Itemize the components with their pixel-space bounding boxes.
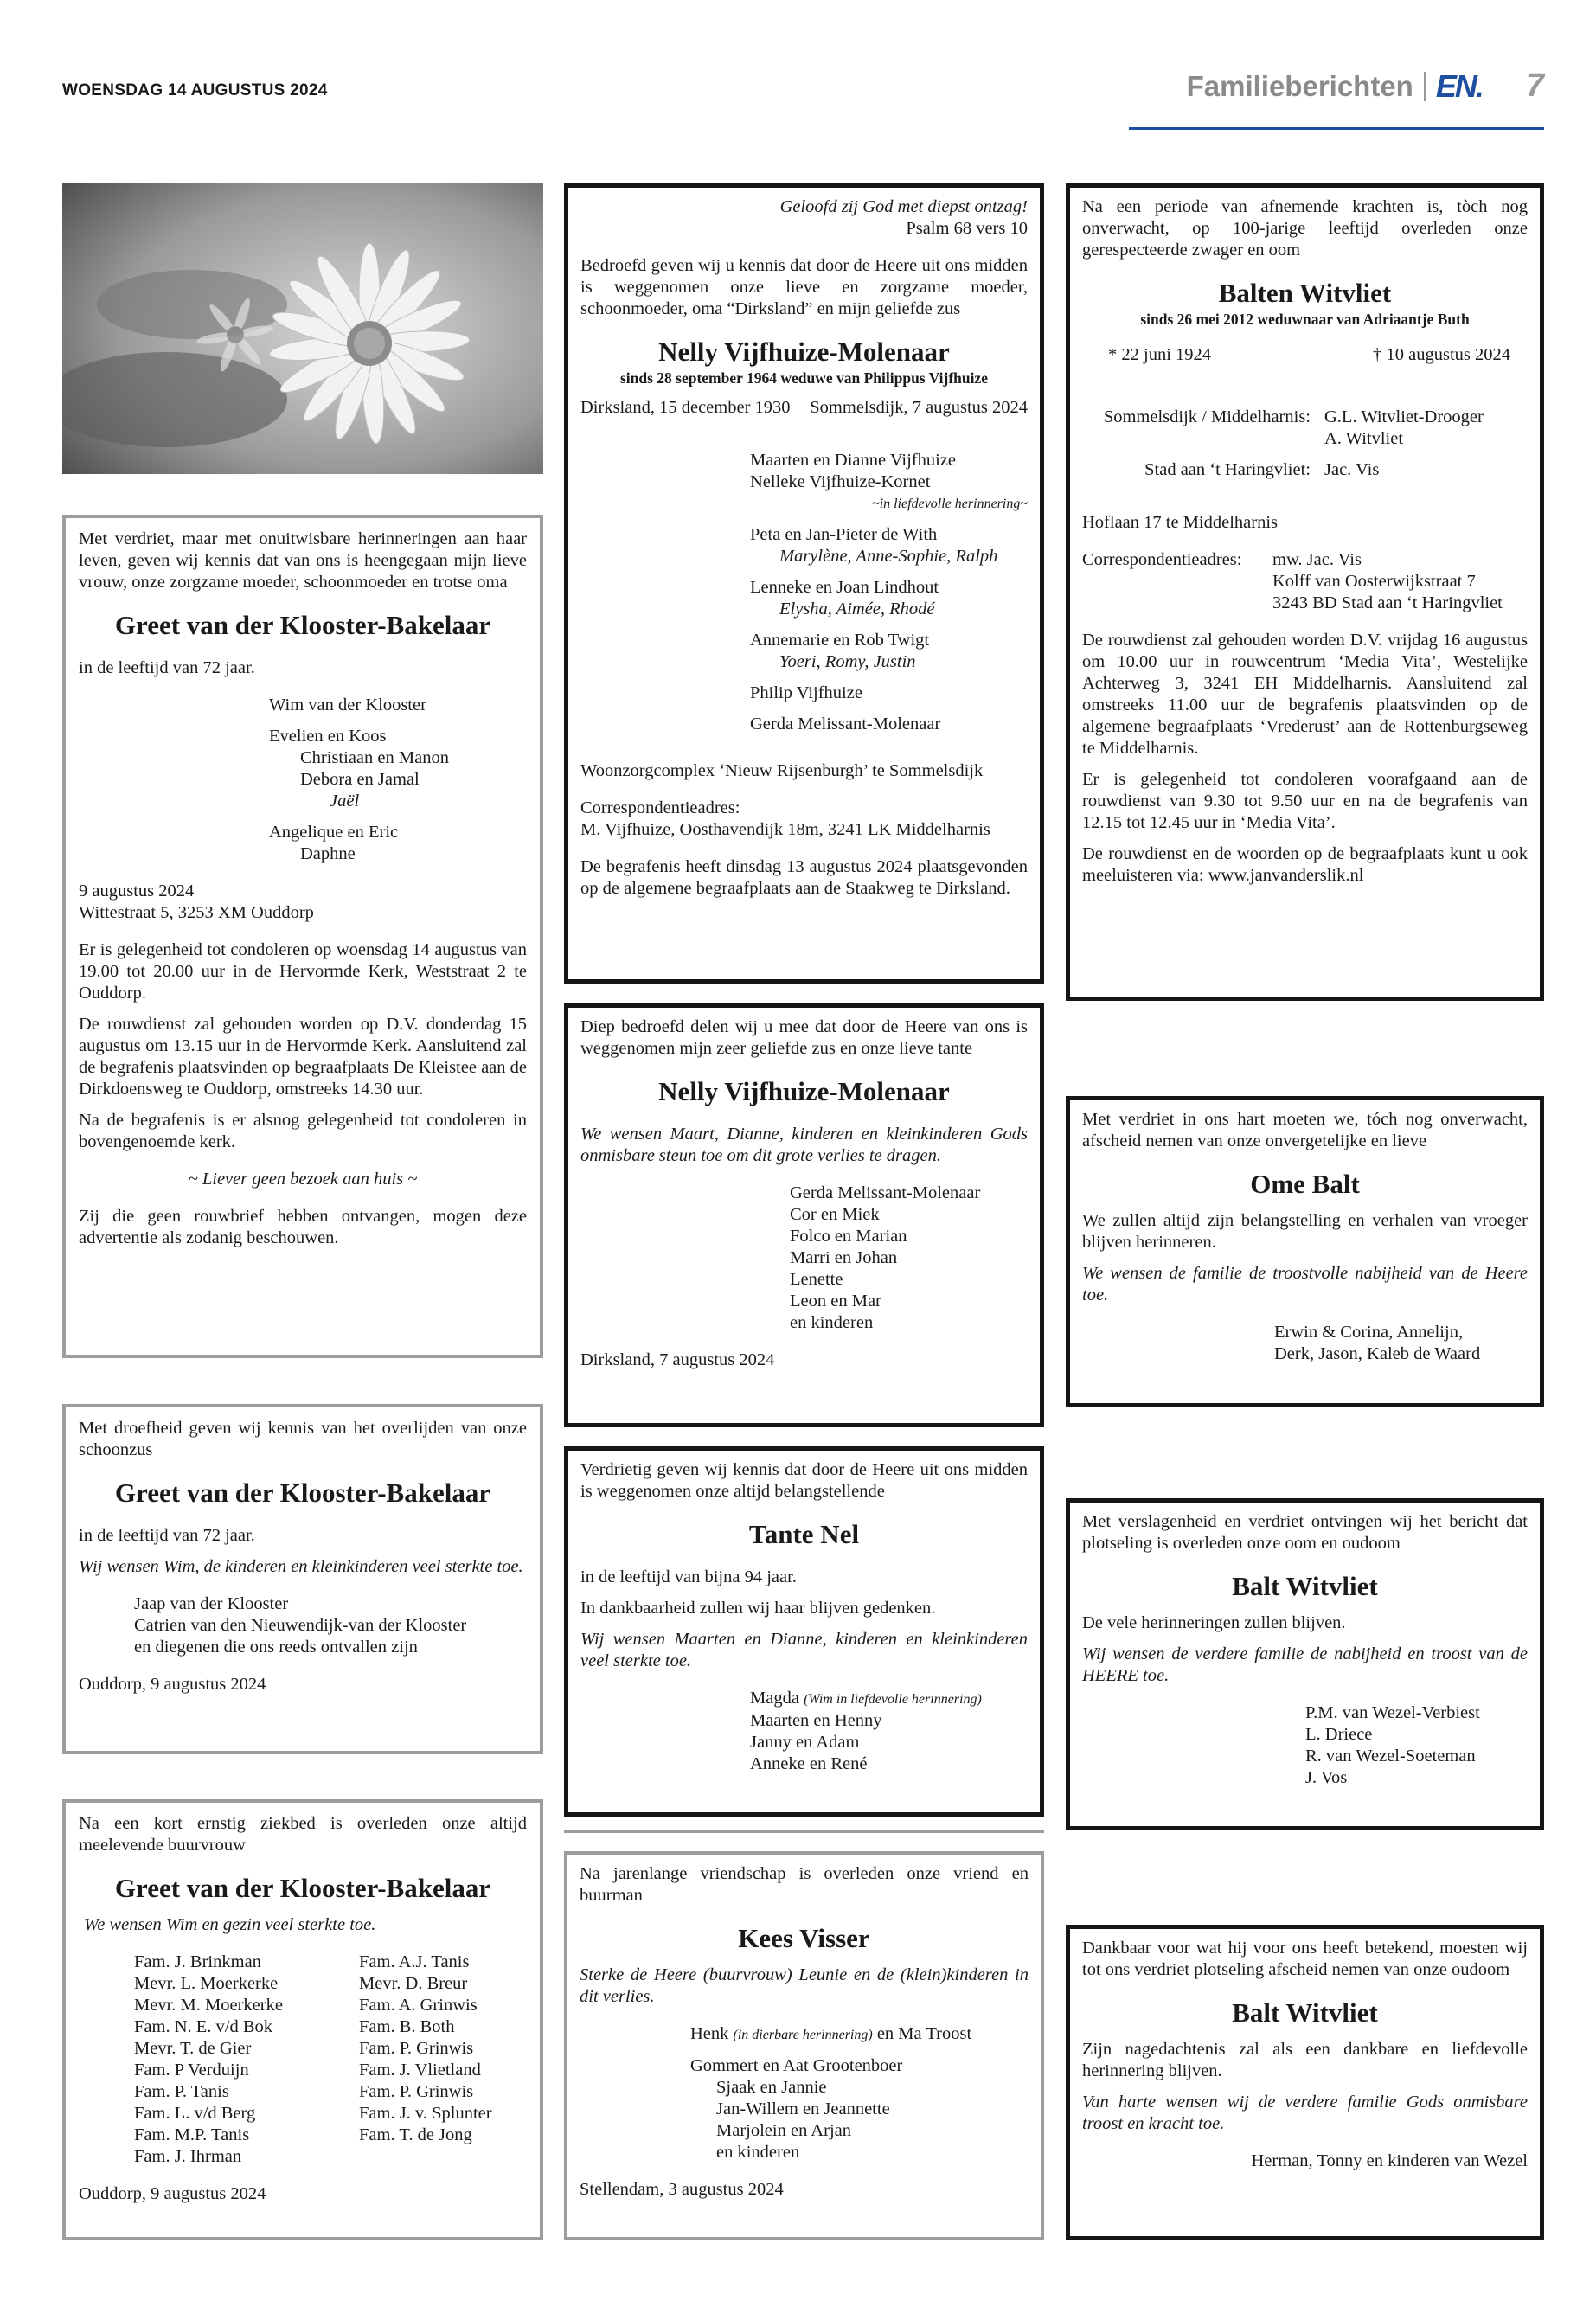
signer: Catrien van den Nieuwendijk-van der Klooster <box>134 1616 467 1635</box>
signer: en kinderen <box>716 2143 800 2162</box>
signer: Mevr. D. Breur <box>359 1974 468 1993</box>
home-address: Hoflaan 17 te Middelharnis <box>1082 513 1279 532</box>
death-date: Sommelsdijk, 7 augustus 2024 <box>810 398 1028 417</box>
family-name: Nelleke Vijfhuize-Kornet <box>750 472 931 491</box>
signer: Cor en Miek <box>790 1205 880 1224</box>
family-name: Christiaan en Manon <box>300 748 449 767</box>
notice-intro: Na jarenlange vriendschap is overleden onze vriend en buurman <box>580 1864 1029 1905</box>
age-line: in de leeftijd van 72 jaar. <box>79 658 255 677</box>
notice-paragraph: De rouwdienst zal gehouden worden op D.V. donderdag 15 augustus om 13.15 uur in de Hervormde Kerk. Aansluitend zal de begrafenis plaatsvinden op begraafplaats De Kleistee aan de Dirkdoensweg te Ouddorp, omstreeks 14.30 uur. <box>79 1015 527 1099</box>
family-name: Wim van der Klooster <box>269 695 426 715</box>
signer: Herman, Tonny en kinderen van Wezel <box>1251 2151 1528 2170</box>
notice-wish: We wensen Maart, Dianne, kinderen en kleinkinderen Gods onmisbare steun toe om dit grote verlies te dragen. <box>580 1125 1028 1165</box>
correspondence-label: Correspondentieadres: <box>580 798 740 817</box>
notice-balten-witvliet <box>1066 183 1544 1001</box>
correspondence-label: Correspondentieadres: <box>1082 550 1242 569</box>
family-name: Gerda Melissant-Molenaar <box>750 715 941 734</box>
notice-date: Dirksland, 7 augustus 2024 <box>580 1350 775 1369</box>
notice-greet-inlaws <box>62 1404 543 1754</box>
signer: Fam. L. v/d Berg <box>134 2104 256 2123</box>
notice-tante-nel <box>564 1446 1044 1817</box>
family-name: Debora en Jamal <box>300 770 420 789</box>
deceased-name: Ome Balt <box>1250 1169 1360 1199</box>
signer: P.M. van Wezel-Verbiest <box>1305 1703 1480 1722</box>
notice-balt-oom <box>1066 1498 1544 1830</box>
relatives: Jac. Vis <box>1324 460 1380 479</box>
notice-wish: Wij wensen Maarten en Dianne, kinderen en kleinkinderen veel sterkte toe. <box>580 1630 1028 1670</box>
signer: Mevr. T. de Gier <box>134 2039 252 2058</box>
notice-date: Stellendam, 3 augustus 2024 <box>580 2180 784 2199</box>
deceased-name: Greet van der Klooster-Bakelaar <box>114 610 491 640</box>
family-name: Maarten en Dianne Vijfhuize <box>750 451 957 470</box>
signer: Mevr. L. Moerkerke <box>134 1974 279 1993</box>
notice-wish: Wij wensen de verdere familie de nabijheid en troost van de HEERE toe. <box>1082 1644 1528 1685</box>
signer: Fam. P Verduijn <box>134 2061 249 2080</box>
signer: Magda (Wim in liefdevolle herinnering) <box>750 1689 982 1708</box>
notice-wish: We wensen Wim en gezin veel sterkte toe. <box>84 1915 376 1934</box>
signer: Lenette <box>790 1270 843 1289</box>
notice-nelly-family <box>564 183 1044 984</box>
family-name: Peta en Jan-Pieter de With <box>750 525 938 544</box>
notice-paragraph: De begrafenis heeft dinsdag 13 augustus 2024 plaatsgevonden op de algemene begraafplaats aan de Staakweg te Dirksland. <box>580 857 1028 898</box>
signers-column-1 <box>79 1952 359 2168</box>
signer: Fam. B. Both <box>359 2017 455 2036</box>
signer: Mevr. M. Moerkerke <box>134 1996 283 2015</box>
deceased-name: Balt Witvliet <box>1232 1997 1378 2028</box>
notice-intro: Met droefheid geven wij kennis van het overlijden van onze schoonzus <box>79 1419 527 1459</box>
notice-intro: Na een kort ernstig ziekbed is overleden onze altijd meelevende buurvrouw <box>79 1814 527 1855</box>
signer: Jaap van der Klooster <box>134 1594 289 1613</box>
deceased-name: Nelly Vijfhuize-Molenaar <box>658 1076 950 1106</box>
signer: Maarten en Henny <box>750 1711 882 1730</box>
column-divider <box>564 1830 1044 1833</box>
family-name: Marylène, Anne-Sophie, Ralph <box>779 547 998 566</box>
page-number: 7 <box>1525 67 1544 104</box>
signer: J. Vos <box>1305 1768 1348 1787</box>
deceased-name: Balt Witvliet <box>1232 1571 1378 1601</box>
signer: Derk, Jason, Kaleb de Waard <box>1274 1344 1481 1363</box>
deceased-name: Kees Visser <box>738 1923 870 1953</box>
signer: Henk (in dierbare herinnering) en Ma Troost <box>690 2024 972 2043</box>
notice-paragraph: Er is gelegenheid tot condoleren op woensdag 14 augustus van 19.00 tot 20.00 uur in de Hervormde Kerk, Weststraat 2 te Ouddorp. <box>79 940 527 1003</box>
notice-paragraph: Zijn nagedachtenis zal als een dankbare en liefdevolle herinnering blijven. <box>1082 2040 1528 2080</box>
notice-intro: Bedroefd geven wij u kennis dat door de Heere uit ons midden is weggenomen onze lieve en zorgzame moeder, schoonmoeder, oma “Dirksland” en mijn geliefde zus <box>580 256 1028 318</box>
signer: Gommert en Aat Grootenboer <box>690 2056 903 2075</box>
notice-date: 9 augustus 2024 <box>79 881 195 901</box>
notice-paragraph: ~ Liever geen bezoek aan huis ~ <box>188 1170 418 1189</box>
notice-intro: Dankbaar voor wat hij voor ons heeft betekend, moesten wij tot ons verdriet plotseling afscheid nemen van onze oudoom <box>1082 1939 1528 1979</box>
family-name: Philip Vijfhuize <box>750 683 862 702</box>
birth-date: Dirksland, 15 december 1930 <box>580 398 791 417</box>
notice-paragraph: De vele herinneringen zullen blijven. <box>1082 1613 1346 1632</box>
notice-wish: Sterke de Heere (buurvrouw) Leunie en de (klein)kinderen in dit verlies. <box>580 1965 1029 2006</box>
notice-paragraph: Zij die geen rouwbrief hebben ontvangen, mogen deze advertentie als zodanig beschouwen. <box>79 1207 527 1247</box>
signer: R. van Wezel-Soeteman <box>1305 1747 1476 1766</box>
notice-intro: Met verslagenheid en verdriet ontvingen wij het bericht dat plotseling is overleden onze oom en oudoom <box>1082 1512 1528 1553</box>
signer: Fam. J. Ihrman <box>134 2147 242 2166</box>
signer: Fam. N. E. v/d Bok <box>134 2017 273 2036</box>
notice-wish: We wensen de familie de troostvolle nabijheid van de Heere toe. <box>1082 1264 1528 1304</box>
correspondence-address: M. Vijfhuize, Oosthavendijk 18m, 3241 LK Middelharnis <box>580 820 990 839</box>
signer: Sjaak en Jannie <box>716 2078 827 2097</box>
notice-paragraph: De rouwdienst en de woorden op de begraafplaats kunt u ook meeluisteren via: www.janvanderslik.nl <box>1082 844 1528 885</box>
notice-paragraph: Er is gelegenheid tot condoleren voorafgaand aan de rouwdienst van 9.30 tot 9.50 uur en na de begrafenis van 12.15 tot 12.45 uur in ‘Media Vita’. <box>1082 770 1528 832</box>
widow-line: sinds 28 september 1964 weduwe van Philippus Vijfhuize <box>619 369 989 387</box>
notice-intro: Verdrietig geven wij kennis dat door de Heere uit ons midden is weggenomen onze altijd belangstellende <box>580 1460 1028 1501</box>
notice-address: Wittestraat 5, 3253 XM Ouddorp <box>79 903 314 922</box>
notice-nelly-sister <box>564 1003 1044 1427</box>
correspondence-address: mw. Jac. Vis Kolff van Oosterwijkstraat 7 3243 BD Stad aan ‘t Haringvliet <box>1272 550 1503 612</box>
deceased-name: Tante Nel <box>748 1519 860 1549</box>
notice-balt-oudoom <box>1066 1925 1544 2240</box>
notice-intro: Met verdriet, maar met onuitwisbare herinneringen aan haar leven, geven wij kennis dat van ons is heengegaan mijn lieve vrouw, onze zorgzame moeder, schoonmoeder en trotse oma <box>79 529 527 592</box>
family-name: Jaël <box>330 792 360 811</box>
family-name: Yoeri, Romy, Justin <box>779 652 916 671</box>
family-name: Elysha, Aimée, Rhodé <box>779 599 935 619</box>
notice-date: Ouddorp, 9 augustus 2024 <box>79 2184 266 2203</box>
deceased-name: Nelly Vijfhuize-Molenaar <box>658 336 950 367</box>
family-name: Annemarie en Rob Twigt <box>750 631 930 650</box>
signer: en kinderen <box>790 1313 874 1332</box>
death-date: † 10 augustus 2024 <box>1373 345 1510 364</box>
signer: Erwin & Corina, Annelijn, <box>1274 1323 1464 1342</box>
signer: Jan-Willem en Jeannette <box>716 2099 890 2118</box>
notice-greet-neighbours <box>62 1799 543 2240</box>
age-line: in de leeftijd van 72 jaar. <box>79 1526 255 1545</box>
family-name: Daphne <box>300 844 356 863</box>
deceased-name: Greet van der Klooster-Bakelaar <box>114 1873 491 1903</box>
signer: Fam. A. Grinwis <box>359 1996 478 2015</box>
notice-paragraph: We zullen altijd zijn belangstelling en verhalen van vroeger blijven herinneren. <box>1082 1211 1528 1252</box>
signer: en diegenen die ons reeds ontvallen zijn <box>134 1638 418 1657</box>
notice-wish: Van harte wensen wij de verdere familie Gods onmisbare troost en kracht toe. <box>1082 2093 1528 2133</box>
signer: Fam. T. de Jong <box>359 2125 472 2144</box>
signer: Folco en Marian <box>790 1227 907 1246</box>
daisy-photo <box>62 183 543 474</box>
signer: Fam. J. Vlietland <box>359 2061 481 2080</box>
signer: Gerda Melissant-Molenaar <box>790 1183 981 1202</box>
notice-greet-family <box>62 515 543 1358</box>
signer: Leon en Mar <box>790 1292 881 1311</box>
header-separator <box>1424 72 1426 101</box>
notice-date: Ouddorp, 9 augustus 2024 <box>79 1675 266 1694</box>
notice-intro: Diep bedroefd delen wij u mee dat door de Heere van ons is weggenomen mijn zeer geliefde zus en onze lieve tante <box>580 1017 1028 1058</box>
relatives: G.L. Witvliet-Drooger A. Witvliet <box>1324 407 1484 448</box>
signer: Marri en Johan <box>790 1248 898 1267</box>
signer: Fam. J. Brinkman <box>134 1952 261 1971</box>
deceased-name: Balten Witvliet <box>1218 278 1392 308</box>
residence-line: Woonzorgcomplex ‘Nieuw Rijsenburgh’ te Sommelsdijk <box>580 761 984 780</box>
signer: Fam. P. Grinwis <box>359 2082 474 2101</box>
family-name: ~in liefdevolle herinnering~ <box>872 497 1028 511</box>
notice-wish: Wij wensen Wim, de kinderen en kleinkinderen veel sterkte toe. <box>79 1557 523 1576</box>
deceased-name: Greet van der Klooster-Bakelaar <box>114 1477 491 1508</box>
signer: Fam. P. Tanis <box>134 2082 229 2101</box>
notice-ome-balt <box>1066 1096 1544 1407</box>
notice-kees-visser <box>564 1851 1044 2240</box>
age-line: in de leeftijd van bijna 94 jaar. <box>580 1567 797 1586</box>
location-label: Sommelsdijk / Middelharnis: <box>1103 407 1311 426</box>
widower-line: sinds 26 mei 2012 weduwnaar van Adriaantje Buth <box>1140 311 1470 328</box>
birth-date: * 22 juni 1924 <box>1108 345 1212 364</box>
family-name: Angelique en Eric <box>269 823 399 842</box>
newspaper-logo: EN. <box>1435 67 1483 104</box>
notice-paragraph: Na de begrafenis is er alsnog gelegenheid tot condoleren in bovengenoemde kerk. <box>79 1111 527 1151</box>
page-header <box>1187 67 1544 105</box>
family-name: Lenneke en Joan Lindhout <box>750 578 939 597</box>
notice-intro: Met verdriet in ons hart moeten we, tóch nog onverwacht, afscheid nemen van onze onvergetelijke en lieve <box>1082 1110 1528 1150</box>
signer: L. Driece <box>1305 1725 1373 1744</box>
bible-verse: Geloofd zij God met diepst ontzag! <box>779 197 1028 216</box>
signers-column-2 <box>359 1952 492 2168</box>
section-title: Familieberichten <box>1186 69 1413 102</box>
family-name: Evelien en Koos <box>269 727 387 746</box>
signer: Marjolein en Arjan <box>716 2121 851 2140</box>
notice-paragraph: De rouwdienst zal gehouden worden D.V. vrijdag 16 augustus om 10.00 uur in rouwcentrum ‘Media Vita’, Westelijke Achterweg 3, 3241 EH Middelharnis. Aansluitend zal omstreeks 11.00 uur de begrafenis plaatsvinden op de algemene begraafplaats ‘Vrederust’ aan de Rottenburgseweg te Middelharnis. <box>1082 631 1528 758</box>
notice-intro: Na een periode van afnemende krachten is, tòch nog onverwacht, op 100-jarige leeftijd overleden onze gerespecteerde zwager en oom <box>1082 197 1528 260</box>
notice-paragraph: In dankbaarheid zullen wij haar blijven gedenken. <box>580 1599 936 1618</box>
signer: Anneke en René <box>750 1754 868 1773</box>
location-label: Stad aan ‘t Haringvliet: <box>1144 460 1311 479</box>
signer: Fam. P. Grinwis <box>359 2039 474 2058</box>
verse-reference: Psalm 68 vers 10 <box>906 219 1028 238</box>
header-rule <box>1129 127 1544 130</box>
signer: Fam. J. v. Splunter <box>359 2104 492 2123</box>
signer: Janny en Adam <box>750 1733 860 1752</box>
signer: Fam. A.J. Tanis <box>359 1952 470 1971</box>
signer: Fam. M.P. Tanis <box>134 2125 250 2144</box>
issue-date: WOENSDAG 14 AUGUSTUS 2024 <box>62 81 328 99</box>
